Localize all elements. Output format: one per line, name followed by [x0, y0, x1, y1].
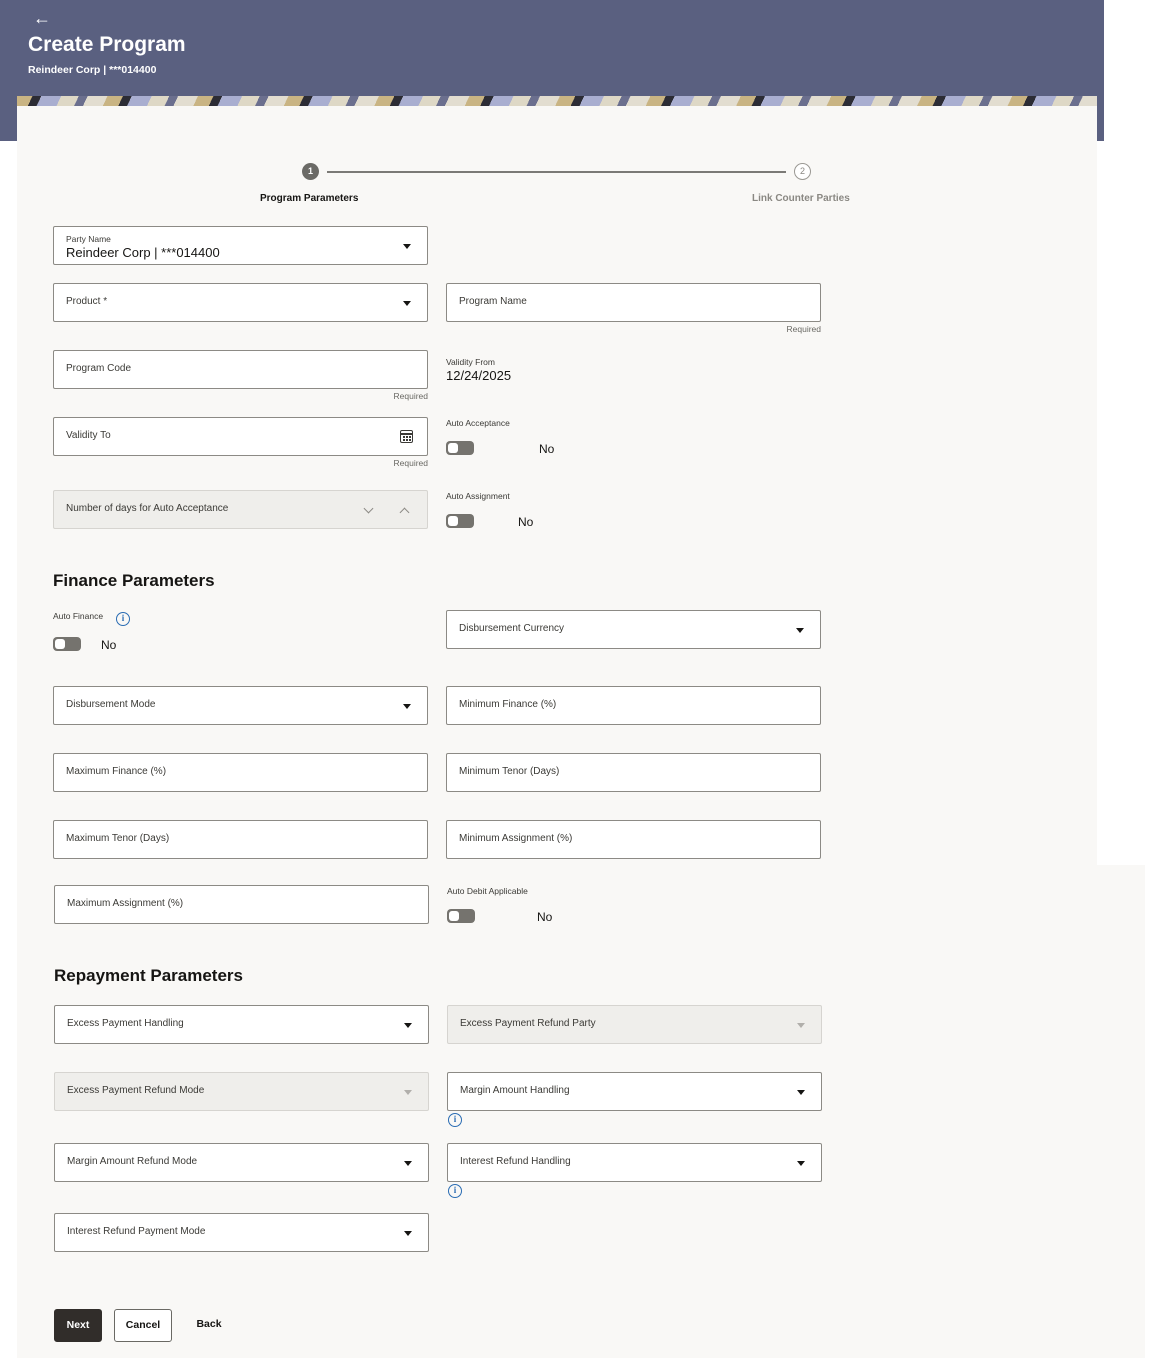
- decorative-banner: [17, 96, 1097, 106]
- minimum-assignment-input[interactable]: [446, 820, 821, 859]
- maximum-tenor-input[interactable]: [53, 820, 428, 859]
- repayment-parameters-title: Repayment Parameters: [54, 966, 243, 985]
- interest-refund-payment-mode-label: Interest Refund Payment Mode: [67, 1226, 206, 1237]
- excess-payment-refund-mode-label: Excess Payment Refund Mode: [67, 1085, 205, 1096]
- margin-amount-handling-select[interactable]: [447, 1072, 822, 1111]
- minimum-assignment-label: Minimum Assignment (%): [459, 833, 573, 844]
- chevron-down-icon: [404, 1090, 412, 1095]
- excess-payment-handling-select[interactable]: [54, 1005, 429, 1044]
- maximum-finance-label: Maximum Finance (%): [66, 766, 167, 777]
- chevron-down-icon: [404, 1231, 412, 1236]
- info-icon[interactable]: i: [448, 1113, 462, 1127]
- page-title: Create Program: [28, 33, 186, 56]
- program-name-label: Program Name: [459, 296, 527, 307]
- interest-refund-handling-label: Interest Refund Handling: [460, 1156, 571, 1167]
- program-name-required-hint: Required: [786, 324, 821, 334]
- program-code-input[interactable]: [53, 350, 428, 389]
- auto-debit-label: Auto Debit Applicable: [447, 886, 528, 896]
- auto-finance-label: Auto Finance: [53, 611, 104, 621]
- minimum-finance-input[interactable]: [446, 686, 821, 725]
- page-subtitle: Reindeer Corp | ***014400: [28, 64, 157, 76]
- auto-finance-value: No: [101, 638, 117, 652]
- auto-finance-toggle[interactable]: [53, 637, 81, 651]
- chevron-down-icon: [797, 1090, 805, 1095]
- calendar-icon[interactable]: [400, 430, 413, 443]
- maximum-tenor-label: Maximum Tenor (Days): [66, 833, 170, 844]
- margin-amount-handling-label: Margin Amount Handling: [460, 1085, 570, 1096]
- validity-to-label: Validity To: [66, 430, 111, 441]
- interest-refund-handling-select[interactable]: [447, 1143, 822, 1182]
- days-auto-acceptance-stepper[interactable]: [53, 490, 428, 529]
- auto-assignment-toggle[interactable]: [446, 514, 474, 528]
- minimum-tenor-input[interactable]: [446, 753, 821, 792]
- minimum-finance-label: Minimum Finance (%): [459, 699, 557, 710]
- auto-assignment-value: No: [518, 515, 534, 529]
- product-label: Product *: [66, 296, 108, 307]
- program-code-required-hint: Required: [393, 391, 428, 401]
- step-1-label: Program Parameters: [260, 193, 359, 204]
- info-icon[interactable]: i: [116, 612, 130, 626]
- excess-payment-refund-party-label: Excess Payment Refund Party: [460, 1018, 596, 1029]
- step-2-indicator: 2: [794, 163, 811, 180]
- disbursement-mode-select[interactable]: [53, 686, 428, 725]
- step-2-label: Link Counter Parties: [752, 193, 850, 204]
- validity-to-input[interactable]: [53, 417, 428, 456]
- auto-acceptance-label: Auto Acceptance: [446, 418, 510, 428]
- chevron-down-icon: [797, 1161, 805, 1166]
- auto-acceptance-value: No: [539, 442, 555, 456]
- validity-to-required-hint: Required: [393, 458, 428, 468]
- auto-acceptance-toggle[interactable]: [446, 441, 474, 455]
- auto-assignment-label: Auto Assignment: [446, 491, 510, 501]
- excess-payment-refund-mode-select[interactable]: [54, 1072, 429, 1111]
- back-arrow-icon[interactable]: ←: [33, 8, 51, 28]
- chevron-down-icon: [404, 1023, 412, 1028]
- party-name-label: Party Name: [66, 234, 111, 244]
- validity-from-label: Validity From: [446, 357, 495, 367]
- disbursement-currency-label: Disbursement Currency: [459, 623, 565, 634]
- cancel-button[interactable]: Cancel: [114, 1309, 172, 1342]
- step-1-indicator: 1: [302, 163, 319, 180]
- chevron-down-icon: [403, 704, 411, 709]
- chevron-down-icon: [403, 244, 411, 249]
- chevron-down-icon: [797, 1023, 805, 1028]
- back-button[interactable]: Back: [196, 1318, 222, 1330]
- days-auto-acceptance-label: Number of days for Auto Acceptance: [66, 503, 229, 514]
- chevron-down-icon: [404, 1161, 412, 1166]
- maximum-assignment-label: Maximum Assignment (%): [67, 898, 184, 909]
- stepper-line: [327, 171, 786, 173]
- party-name-select[interactable]: [53, 226, 428, 265]
- program-code-label: Program Code: [66, 363, 132, 374]
- form-card-extension: [1097, 865, 1145, 1358]
- increment-chevron-icon[interactable]: [400, 508, 410, 518]
- finance-parameters-title: Finance Parameters: [53, 571, 215, 590]
- product-select[interactable]: [53, 283, 428, 322]
- decrement-chevron-icon[interactable]: [364, 504, 374, 514]
- auto-debit-toggle[interactable]: [447, 909, 475, 923]
- excess-payment-handling-label: Excess Payment Handling: [67, 1018, 184, 1029]
- validity-from-value: 12/24/2025: [446, 368, 512, 383]
- excess-payment-refund-party-select[interactable]: [447, 1005, 822, 1044]
- program-name-input[interactable]: [446, 283, 821, 322]
- next-button[interactable]: Next: [54, 1309, 102, 1342]
- info-icon[interactable]: i: [448, 1184, 462, 1198]
- chevron-down-icon: [796, 628, 804, 633]
- disbursement-currency-select[interactable]: [446, 610, 821, 649]
- minimum-tenor-label: Minimum Tenor (Days): [459, 766, 560, 777]
- party-name-value: Reindeer Corp | ***014400: [66, 245, 220, 260]
- maximum-finance-input[interactable]: [53, 753, 428, 792]
- chevron-down-icon: [403, 301, 411, 306]
- margin-amount-refund-mode-select[interactable]: [54, 1143, 429, 1182]
- margin-amount-refund-mode-label: Margin Amount Refund Mode: [67, 1156, 198, 1167]
- interest-refund-payment-mode-select[interactable]: [54, 1213, 429, 1252]
- auto-debit-value: No: [537, 910, 553, 924]
- disbursement-mode-label: Disbursement Mode: [66, 699, 156, 710]
- maximum-assignment-input[interactable]: [54, 885, 429, 924]
